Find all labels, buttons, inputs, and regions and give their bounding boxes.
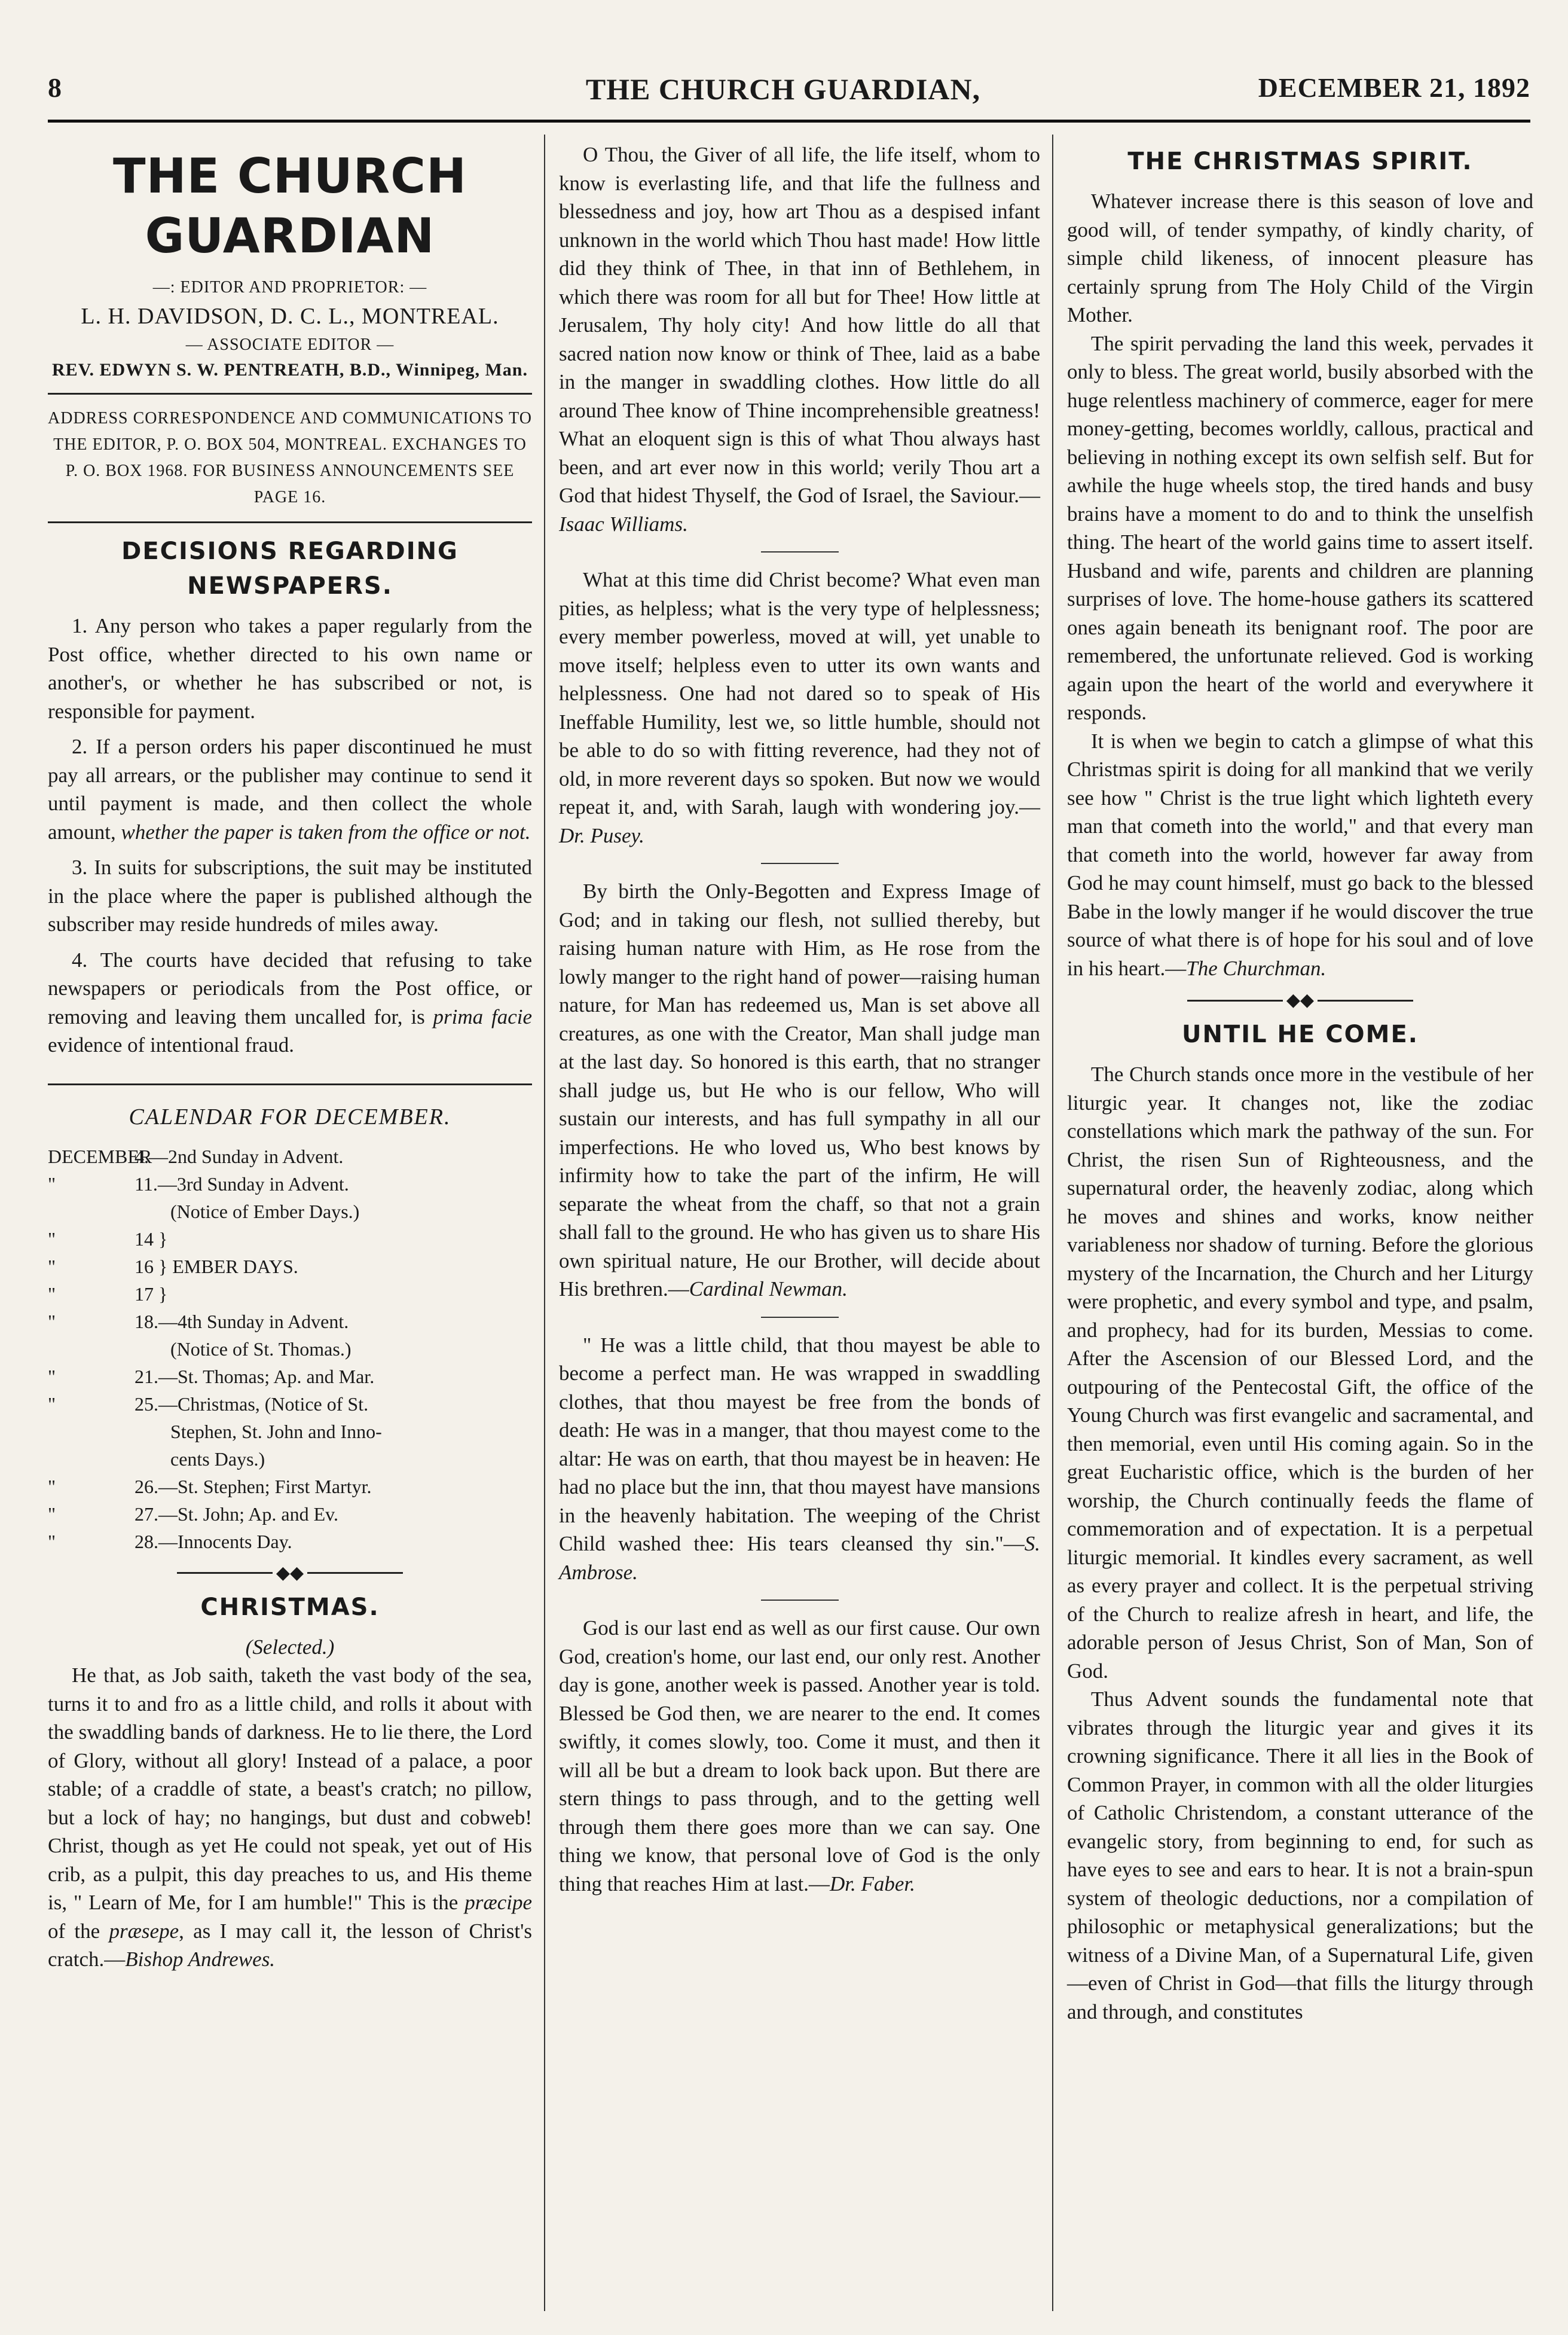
column-2 — [559, 141, 1040, 1898]
calendar-row: DECEMBER 4.—2nd Sunday in Advent. — [48, 1145, 344, 1167]
spirit-heading: THE CHRISTMAS SPIRIT. — [1127, 148, 1473, 175]
decision-item: 1. Any person who takes a paper regularly from the Post office, whether directed to his own name or another's, or whether he has subscribed or not, is responsible for payment. — [48, 614, 532, 723]
decision-item: 4. The courts have decided that refusing to take newspapers or periodicals from the Post office, or removing and leaving them uncalled for, is prima facie evidence of intentional fraud. — [48, 948, 532, 1057]
divider — [48, 393, 532, 395]
divider — [48, 521, 532, 523]
column-3 — [1067, 141, 1533, 2026]
ornament-rule: ◆◆ — [48, 1560, 532, 1585]
spirit-paragraph: The spirit pervading the land this week, pervades it only to bless. The great world, busily absorbed with the huge relentless machinery of commerce, eager for mere money-getting, becomes worldly, callous, practical and believing in nothing except its own selfish self. But for awhile the huge wheels stop, the tired hands and busy brains have a moment to do and to think the unselfish thing. The heart of the world gains time to assert itself. Husband and wife, parents and children are planning surprises of love. The home-house gathers its scattered ones again beneath its benignant roof. The poor are remembered, the unfortunate relieved. God is working again upon the heart of the world and everywhere it responds. — [1067, 331, 1533, 724]
calendar-row: " 14 } — [48, 1228, 168, 1250]
calendar-row: " 25.—Christmas, (Notice of St. — [48, 1393, 369, 1415]
calendar-row: " 18.—4th Sunday in Advent. — [48, 1310, 349, 1332]
divider — [761, 551, 839, 553]
calendar-row: (Notice of Ember Days.) — [170, 1200, 360, 1222]
calendar-row: " 28.—Innocents Day. — [48, 1530, 292, 1552]
calendar-row: " 16 } EMBER DAYS. — [48, 1255, 298, 1277]
calendar-row: " 27.—St. John; Ap. and Ev. — [48, 1503, 339, 1525]
running-header — [36, 72, 1530, 108]
christmas-heading: CHRISTMAS. — [200, 1593, 380, 1621]
decision-item: 2. If a person orders his paper discontinued he must pay all arrears, or the publisher may continue to send it until payment is made, and then collect the whole amount, whether the paper is taken from the office or not. — [48, 735, 532, 844]
editor-label: —: EDITOR AND PROPRIETOR: — — [152, 278, 427, 297]
divider — [761, 1600, 839, 1601]
quote-pusey: What at this time did Christ become? What even man pities, as helpless; what is the very type of helplessness; every member powerless, moved at will, yet unable to move itself; helpless even to utter its own wants and helplessness. One had not dared so to speak of His Ineffable Humility, lest we, so little humble, should not be able to do so with fitting reverence, had they not of old, in more reverent days so spoken. But now we would repeat it, and, with Sarah, laugh with wondering joy.—Dr. Pusey. — [559, 568, 1040, 847]
divider — [761, 1317, 839, 1318]
address-notice: ADDRESS CORRESPONDENCE AND COMMUNICATIONS TO THE EDITOR, P. O. BOX 504, MONTREAL. EXCHANGES TO P. O. BOX 1968. FOR BUSINESS ANNOUNCEMENTS SEE PAGE 16. — [48, 409, 532, 506]
header-rule — [48, 120, 1530, 123]
editor-name: L. H. DAVIDSON, D. C. L., MONTREAL. — [81, 304, 499, 329]
calendar-row: " 26.—St. Stephen; First Martyr. — [48, 1475, 372, 1497]
spirit-paragraph: Whatever increase there is this season of love and good will, of tender sympathy, of kindly charity, of simple child likeness, of innocent pleasure has certainly sprung from The Holy Child of the Virgin Mother. — [1067, 190, 1533, 326]
associate-editor-name: REV. EDWYN S. W. PENTREATH, B.D., Winnipeg, Man. — [52, 360, 528, 380]
calendar-row: " 21.—St. Thomas; Ap. and Mar. — [48, 1365, 375, 1387]
calendar-row: " 17 } — [48, 1283, 168, 1305]
calendar-list — [48, 1143, 532, 1555]
until-paragraph: The Church stands once more in the vestibule of her liturgic year. It changes not, like the zodiac constellations which mark the pathway of the sun. For Christ, the risen Sun of Righteousness, and the supernatural order, the heavenly zodiac, along which he moves and shines and works, know neither variableness nor shadow of turning. Before the glorious mystery of the Incarnation, the Church and her Liturgy were prophetic, and every symbol and type, and psalm, and prophecy, had for its burden, Messias to come. After the Ascension of our Blessed Lord, and the outpouring of the Pentecostal Gift, the office of the Young Church was first evangelic and sacramental, and then memorial, even until His coming again. So in the great Eucharistic office, which is the burden of her worship, the Church continually feeds the flame of commemoration and of expectation. It is a perpetual liturgic memorial. It kindles every sacrament, as well as every prayer and collect. It is the perpetual striving of the Church to realize afresh in heart, and life, the adorable person of Jesus Christ, Son of Man, Son of God. — [1067, 1063, 1533, 1683]
until-heading: UNTIL HE COME. — [1182, 1021, 1419, 1049]
calendar-row: Stephen, St. John and Inno- — [170, 1420, 382, 1442]
decision-item: 3. In suits for subscriptions, the suit may be instituted in the place where the paper is published although the subscriber may reside hundreds of miles away. — [48, 856, 532, 936]
calendar-row: (Notice of St. Thomas.) — [170, 1338, 351, 1360]
christmas-text: He that, as Job saith, taketh the vast body of the sea, turns it to and fro as a little child, and rolls it about with the swaddling bands of darkness. He to lie there, the Lord of Glory, without all glory! Instead of a palace, a poor stable; of a craddle of state, a beast's cratch; no pillow, but a lock of hay; no hangings, but dust and cobweb! Christ, though as yet He could not speak, yet out of His crib, as a pulpit, this day preaches to us, and His theme is, " Learn of Me, for I am humble!" This is the præcipe of the præsepe, as I may call it, the lesson of Christ's cratch.—Bishop Andrewes. — [48, 1664, 532, 1971]
column-divider — [544, 135, 545, 2311]
decisions-heading: DECISIONS REGARDING NEWSPAPERS. — [121, 538, 459, 600]
calendar-row: " 11.—3rd Sunday in Advent. — [48, 1173, 349, 1195]
quote-faber: God is our last end as well as our first cause. Our own God, creation's home, our last end, our only rest. Another day is gone, another week is passed. Another year is told. Blessed be God then, we are nearer to the end. It comes swiftly, it comes slowly, too. Come it must, and then it will all be but a dream to look back upon. But there are stern things to pass through, and to the getting well through them there goes more than we can say. One thing we know, that personal love of God is the only thing that reaches Him at last.—Dr. Faber. — [559, 1616, 1040, 1896]
calendar-row: cents Days.) — [170, 1448, 265, 1470]
issue-date: DECEMBER 21, 1892 — [1258, 72, 1530, 103]
divider — [48, 1083, 532, 1085]
quote-newman: By birth the Only-Begotten and Express Image of God; and in taking our flesh, not sullied thereby, but raising human nature with Him, as He rose from the lowly manger to the right hand of power—raising human nature, for Man has redeemed us, Man is set above all creatures, as one with the Creator, Man shall judge man at the last day. So honored is this earth, that no stranger shall judge us, but He who is our fellow, Who will sustain our interests, and has full sympathy in all our imperfections. He who loved us, Who best knows by infirmity how to take the part of the infirm, He will separate the wheat from the chaff, so that not a grain shall fall to the ground. He who has given us to share His own spiritual nature, He our Brother, will decide about His brethren.—Cardinal Newman. — [559, 880, 1040, 1301]
quote-ambrose: " He was a little child, that thou mayest be able to become a perfect man. He was wrapped in swaddling clothes, that thou mayest be free from the bonds of death: He was in a manger, that thou mayest come to the altar: He was on earth, that thou mayest be in heaven: He had no place but the inn, that thou mayest have mansions in the heavenly habitation. The weeping of the Christ Child washed thee: His tears cleansed thy sin."—S. Ambrose. — [559, 1333, 1040, 1584]
masthead-title: THE CHURCH GUARDIAN — [113, 148, 467, 264]
page-number: 8 — [48, 72, 62, 103]
newspaper-page — [36, 24, 1533, 2314]
christmas-subheading: (Selected.) — [245, 1635, 335, 1659]
associate-editor-label: — ASSOCIATE EDITOR — — [185, 335, 395, 354]
divider — [761, 863, 839, 864]
ornament-rule: ◆◆ — [1067, 987, 1533, 1012]
column-1 — [48, 141, 532, 1974]
spirit-paragraph: It is when we begin to catch a glimpse of what this Christmas spirit is doing for all mankind that we verily see how " Christ is the true light which lighteth every man that cometh into the world," and that every man that cometh into the world, however far away from God he may count himself, must go back to the blessed Babe in the lowly manger if he would discover the true source of what there is of hope for his soul and of love in his heart.—The Churchman. — [1067, 729, 1533, 980]
column-divider — [1052, 135, 1053, 2311]
quote-williams: O Thou, the Giver of all life, the life itself, whom to know is everlasting life, and that life the fullness and blessedness and joy, how art Thou as a despised infant unknown in the world which Thou hast made! How little did they think of Thee, in that inn of Bethlehem, in which there was room for all but for Thee! How little at Jerusalem, Thy holy city! And how little do all that sacred nation now know or think of Thee, laid as a babe in the manger in swaddling clothes. How little do all around Thee know of Thine incomprehensible greatness! What an eloquent sign is this of what Thou always hast been, and art ever now in this world; verily Thou art a God that hidest Thyself, the God of Israel, the Saviour.—Isaac Williams. — [559, 143, 1040, 536]
until-paragraph: Thus Advent sounds the fundamental note that vibrates through the liturgic year and gives it its crowning significance. There it all lies in the Book of Common Prayer, in common with all the older liturgies of Catholic Christendom, a constant utterance of the evangelic story, from beginning to end, for such as have eyes to see and ears to hear. It is not a brain-spun system of theologic deductions, nor a compilation of philosophic or metaphysical generalizations; but the witness of a Divine Man, of a Supernatural Life, given—even of Christ in God—that fills the liturgy through and through, and constitutes — [1067, 1687, 1533, 2023]
paper-title: THE CHURCH GUARDIAN, — [585, 72, 981, 106]
calendar-heading: CALENDAR FOR DECEMBER. — [129, 1104, 451, 1130]
